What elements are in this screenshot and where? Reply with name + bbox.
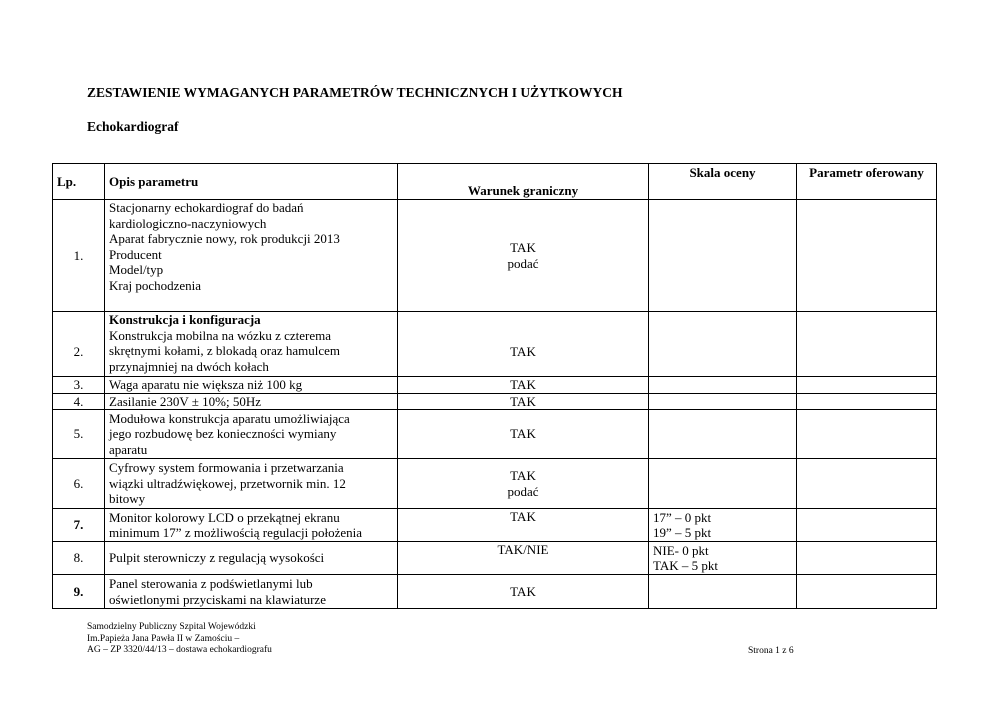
row-offered-parameter — [797, 459, 937, 509]
description-line: kardiologiczno-naczyniowych — [109, 215, 267, 231]
description-line: Producent — [109, 246, 162, 262]
row-offered-parameter — [797, 410, 937, 459]
description-line: Modułowa konstrukcja aparatu umożliwiająca — [109, 410, 350, 426]
row-description — [105, 410, 398, 459]
table-row — [53, 542, 937, 575]
header-parametr: Parametr oferowany — [797, 164, 937, 200]
row-offered-parameter — [797, 509, 937, 542]
row-number: 4. — [53, 393, 105, 410]
footer-institution — [87, 622, 272, 657]
description-line: jego rozbudowę bez konieczności wymiany — [109, 426, 337, 442]
row-number: 9. — [53, 575, 105, 609]
table-row — [53, 377, 937, 394]
description-line: Pulpit sterowniczy z regulacją wysokości — [109, 550, 325, 566]
description-line: Kraj pochodzenia — [109, 277, 202, 293]
table-row — [53, 509, 937, 542]
row-scale — [649, 312, 797, 377]
row-number: 6. — [53, 459, 105, 509]
row-description — [105, 509, 398, 542]
description-line: oświetlonymi przyciskami na klawiaturze — [109, 591, 326, 607]
row-description — [105, 312, 398, 377]
row-offered-parameter — [797, 377, 937, 394]
condition-line: podać — [507, 483, 539, 499]
row-description — [105, 459, 398, 509]
row-description — [105, 393, 398, 410]
row-scale — [649, 575, 797, 609]
row-condition — [398, 459, 649, 509]
row-offered-parameter — [797, 393, 937, 410]
parameters-table — [52, 163, 937, 609]
description-line: bitowy — [109, 491, 146, 507]
description-line: Zasilanie 230V ± 10%; 50Hz — [109, 393, 262, 409]
description-line: minimum 17” z możliwością regulacji położenia — [109, 525, 363, 540]
row-scale — [649, 509, 797, 542]
condition-line: TAK — [510, 344, 536, 360]
row-number: 7. — [53, 509, 105, 542]
row-number: 1. — [53, 200, 105, 312]
row-scale — [649, 200, 797, 312]
header-opis: Opis parametru — [105, 164, 398, 200]
row-description — [105, 377, 398, 394]
description-line: Panel sterowania z podświetlanymi lub — [109, 576, 313, 591]
row-number: 8. — [53, 542, 105, 575]
footer-line: Samodzielny Publiczny Szpital Wojewódzki — [87, 622, 256, 632]
row-offered-parameter — [797, 200, 937, 312]
row-scale — [649, 410, 797, 459]
page-number: Strona 1 z 6 — [748, 646, 794, 656]
header-lp: Lp. — [53, 164, 105, 200]
section-heading: Konstrukcja i konfiguracja — [109, 312, 261, 327]
condition-line: TAK — [510, 377, 536, 392]
scale-line: 17” – 0 pkt — [653, 509, 712, 525]
description-line: Aparat fabrycznie nowy, rok produkcji 2013 — [109, 231, 340, 246]
table-row — [53, 575, 937, 609]
header-warunek: Warunek graniczny — [398, 164, 649, 200]
row-scale — [649, 393, 797, 410]
condition-line: TAK/NIE — [497, 542, 549, 557]
description-line: Cyfrowy system formowania i przetwarzania — [109, 460, 344, 476]
description-line: Model/typ — [109, 262, 164, 277]
row-condition — [398, 312, 649, 377]
row-offered-parameter — [797, 542, 937, 575]
row-condition — [398, 575, 649, 609]
row-description — [105, 542, 398, 575]
row-condition — [398, 200, 649, 312]
table-header-row — [53, 164, 937, 200]
row-condition — [398, 542, 649, 575]
scale-line: NIE- 0 pkt — [653, 542, 709, 558]
document-subtitle: Echokardiograf — [87, 119, 179, 134]
description-line: Stacjonarny echokardiograf do badań — [109, 200, 304, 215]
table-row — [53, 393, 937, 410]
condition-line: TAK — [510, 426, 536, 442]
row-condition — [398, 410, 649, 459]
row-scale — [649, 377, 797, 394]
description-line: przynajmniej na dwóch kołach — [109, 358, 269, 374]
table-row — [53, 410, 937, 459]
footer-line: AG – ZP 3320/44/13 – dostawa echokardiografu — [87, 645, 272, 655]
row-scale — [649, 459, 797, 509]
condition-line: TAK — [510, 240, 536, 255]
row-offered-parameter — [797, 312, 937, 377]
footer-line: Im.Papieża Jana Pawła II w Zamościu – — [87, 633, 240, 644]
condition-line: podać — [507, 255, 539, 271]
row-offered-parameter — [797, 575, 937, 609]
row-description — [105, 200, 398, 312]
scale-line: 19” – 5 pkt — [653, 525, 712, 540]
row-condition — [398, 393, 649, 410]
scale-line: TAK – 5 pkt — [653, 558, 719, 573]
row-number: 2. — [53, 312, 105, 377]
row-scale — [649, 542, 797, 575]
document-title: ZESTAWIENIE WYMAGANYCH PARAMETRÓW TECHNICZNYCH I UŻYTKOWYCH — [87, 85, 623, 100]
table-row — [53, 459, 937, 509]
description-line: wiązki ultradźwiękowej, przetwornik min. 12 — [109, 475, 346, 491]
row-number: 5. — [53, 410, 105, 459]
condition-line: TAK — [510, 583, 536, 599]
condition-line: TAK — [510, 393, 536, 409]
row-condition — [398, 377, 649, 394]
row-number: 3. — [53, 377, 105, 394]
table-row — [53, 312, 937, 377]
description-line: aparatu — [109, 441, 148, 457]
condition-line: TAK — [510, 509, 536, 524]
description-line: Monitor kolorowy LCD o przekątnej ekranu — [109, 509, 340, 525]
description-line: skrętnymi kołami, z blokadą oraz hamulcem — [109, 343, 341, 358]
condition-line: TAK — [510, 468, 536, 483]
description-line: Waga aparatu nie większa niż 100 kg — [109, 377, 303, 392]
row-description — [105, 575, 398, 609]
row-condition — [398, 509, 649, 542]
table-row — [53, 200, 937, 312]
header-skala: Skala oceny — [649, 164, 797, 200]
description-line: Konstrukcja mobilna na wózku z czterema — [109, 327, 331, 343]
